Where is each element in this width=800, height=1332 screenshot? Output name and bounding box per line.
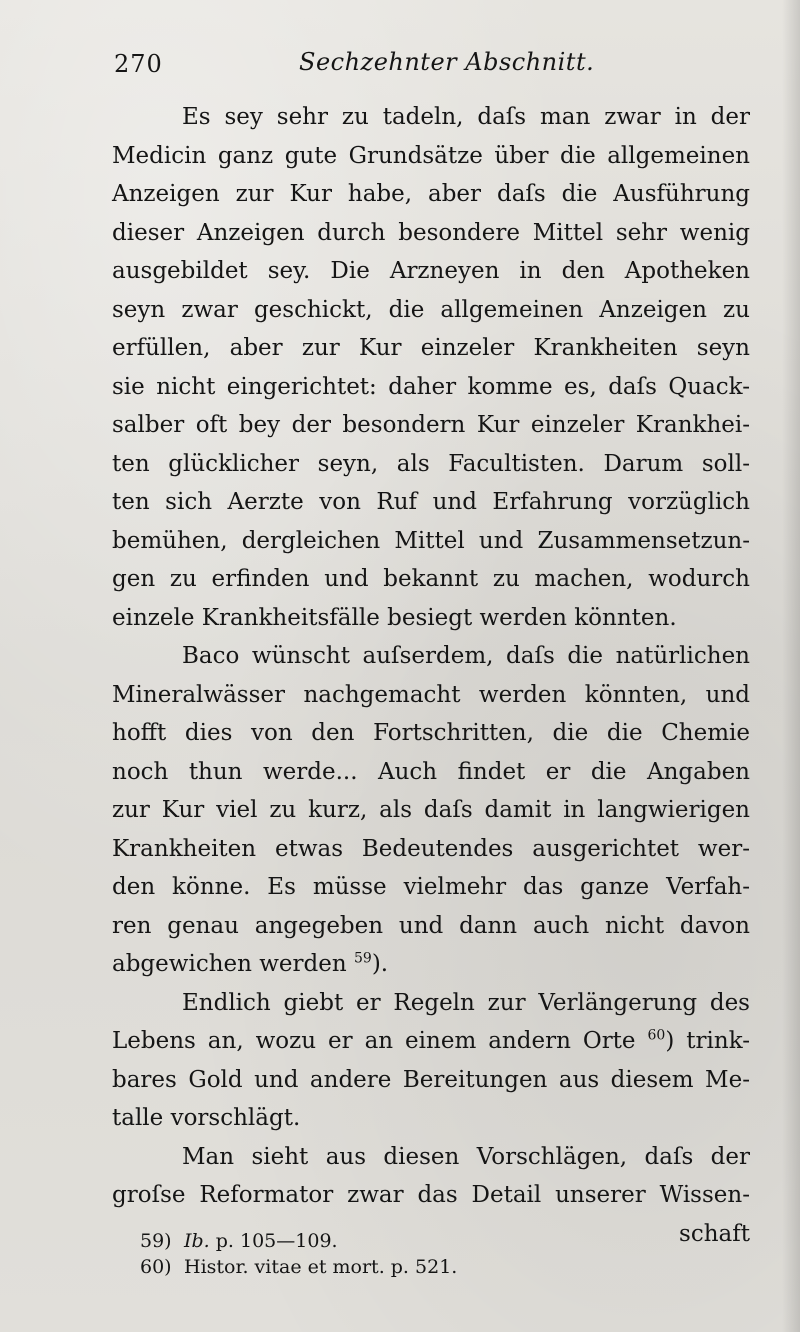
- body-text: [112, 98, 750, 1253]
- text-line: bares Gold und andere Bereitungen aus diesem Me-: [112, 1066, 750, 1093]
- footnote-number: 60): [140, 1256, 172, 1278]
- text-line: ten sich Aerzte von Ruf und Erfahrung vorzüglich: [112, 489, 750, 515]
- text-fragment: ).: [371, 951, 389, 977]
- text-fragment: ): [665, 1028, 675, 1054]
- page-edge-shadow: [782, 0, 800, 1332]
- footnotes: [140, 1228, 700, 1280]
- text-line: einzele Krankheitsfälle besiegt werden könnten.: [112, 604, 677, 631]
- text-line: ten glücklicher seyn, als Facultisten. Darum soll-: [112, 450, 750, 477]
- text-line-with-footnote-ref: [112, 1022, 750, 1061]
- footnote-ref-59[interactable]: 59: [354, 950, 372, 967]
- text-line: ren genau angegeben und dann auch nicht davon: [112, 912, 750, 939]
- footnote-60: [140, 1254, 700, 1280]
- text-line: Es sey sehr zu tadeln, daſs man zwar in der: [182, 104, 750, 130]
- running-title: Sechzehnter Abschnitt.: [299, 48, 595, 76]
- footnote-59: [140, 1228, 700, 1254]
- text-line: Medicin ganz gute Grundsätze über die allgemeinen: [112, 142, 750, 169]
- text-line: Anzeigen zur Kur habe, aber daſs die Ausführung: [112, 181, 750, 207]
- text-fragment: abgewichen werden: [112, 951, 347, 977]
- footnote-abbr: Ib.: [184, 1230, 210, 1252]
- text-line: talle vorschlägt.: [112, 1105, 301, 1131]
- footnote-number: 59): [140, 1230, 172, 1252]
- text-line: sie nicht eingerichtet: daher komme es, daſs Quack-: [112, 373, 750, 400]
- text-line: hofft dies von den Fortschritten, die die Chemie: [112, 720, 750, 746]
- text-line-with-footnote-ref: [112, 945, 750, 984]
- text-line: salber oft bey der besondern Kur einzeler Krankhei-: [112, 412, 750, 438]
- text-line: Baco wünscht auſserdem, daſs die natürlichen: [182, 643, 750, 669]
- text-line: Man sieht aus diesen Vorschlägen, daſs der: [182, 1143, 750, 1170]
- footnote-text: Histor. vitae et mort. p. 521.: [184, 1256, 458, 1278]
- text-line: Mineralwässer nachgemacht werden könnten, und: [112, 681, 750, 708]
- text-line: zur Kur viel zu kurz, als daſs damit in langwierigen: [112, 797, 750, 823]
- text-fragment: trink-: [686, 1028, 751, 1054]
- text-line: dieser Anzeigen durch besondere Mittel sehr wenig: [112, 219, 750, 246]
- text-line: bemühen, dergleichen Mittel und Zusammensetzun-: [112, 527, 750, 554]
- text-line: Endlich giebt er Regeln zur Verlängerung des: [182, 989, 750, 1016]
- text-line: groſse Reformator zwar das Detail unserer Wissen-: [112, 1182, 750, 1208]
- text-line: erfüllen, aber zur Kur einzeler Krankheiten seyn: [112, 335, 750, 361]
- text-line: ausgebildet sey. Die Arzneyen in den Apotheken: [112, 258, 750, 284]
- catchword: schaft: [679, 1220, 750, 1247]
- text-fragment: Lebens an, wozu er an einem andern Orte: [112, 1028, 636, 1054]
- page-number: 270: [114, 50, 163, 78]
- page-header: [114, 44, 774, 84]
- text-line: gen zu erfinden und bekannt zu machen, wodurch: [112, 566, 750, 592]
- text-line: Krankheiten etwas Bedeutendes ausgerichtet wer-: [112, 835, 750, 862]
- text-line: noch thun werde... Auch findet er die Angaben: [112, 758, 750, 785]
- footnote-ref-60[interactable]: 60: [647, 1027, 666, 1044]
- text-line: den könne. Es müsse vielmehr das ganze Verfah-: [112, 874, 750, 900]
- footnote-text: p. 105—109.: [215, 1230, 338, 1252]
- text-line: seyn zwar geschickt, die allgemeinen Anzeigen zu: [112, 296, 750, 323]
